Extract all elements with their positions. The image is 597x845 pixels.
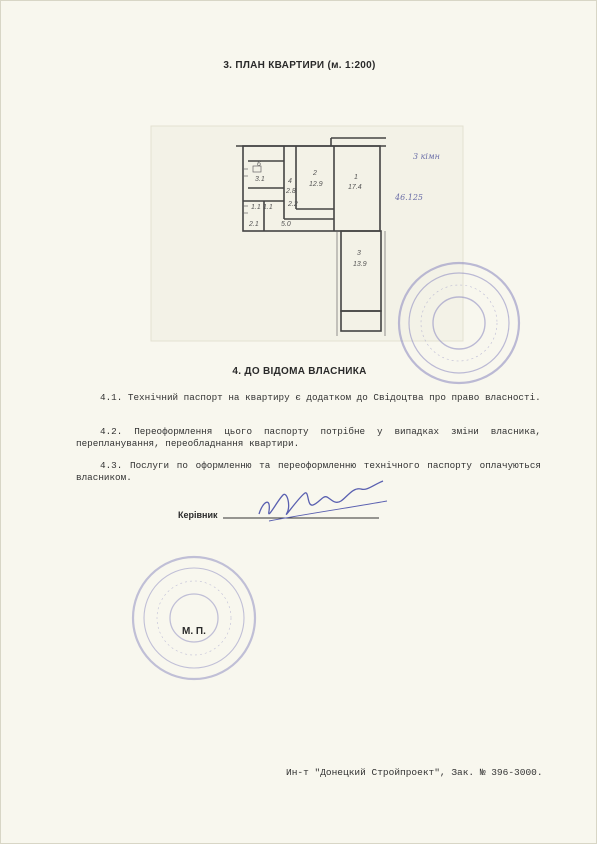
footer-publisher: Ин-т "Донецкий Стройпроект", Зак. № 396-3000. xyxy=(286,767,543,778)
paragraph-4-3-text: 4.3. Послуги по оформленню та переоформленню технічного паспорту оплачуються власником. xyxy=(76,460,541,483)
paragraph-4-2-text: 4.2. Переоформлення цього паспорту потрібне у випадках зміни власника, перепланування, переобладнання квартири. xyxy=(76,426,541,449)
signature-label: Керівник xyxy=(178,510,218,520)
room-4-num: 4 xyxy=(288,178,292,185)
room-1-area: 17.4 xyxy=(348,184,362,191)
room-2-num: 2 xyxy=(313,170,317,177)
room-6-area: 3.1 xyxy=(255,176,265,183)
room-3-area: 13.9 xyxy=(353,261,367,268)
section3-title: 3. ПЛАН КВАРТИРИ (м. 1:200) xyxy=(223,60,376,71)
section4-title: 4. ДО ВІДОМА ВЛАСНИКА xyxy=(232,366,367,377)
room-2-area: 12.9 xyxy=(309,181,323,188)
small-label-4: 1.1 xyxy=(263,204,273,211)
room-5-area: 2.2 xyxy=(288,201,298,208)
room-3-num: 3 xyxy=(357,250,361,257)
small-label-3: 1.1 xyxy=(251,204,261,211)
room-1-num: 1 xyxy=(354,174,358,181)
room-6-num: 6 xyxy=(257,161,261,168)
small-label-1: 2.1 xyxy=(249,221,259,228)
room-4-area: 2.8 xyxy=(286,188,296,195)
handwritten-area: 46.125 xyxy=(395,193,423,202)
round-stamp-bottom xyxy=(1,1,597,845)
paragraph-4-1-text: 4.1. Технічний паспорт на квартиру є додатком до Свідоцтва про право власності. xyxy=(100,392,541,403)
small-label-2: 5.0 xyxy=(281,221,291,228)
stamp-label: М. П. xyxy=(182,626,206,637)
handwritten-note: 3 кімн xyxy=(413,152,440,161)
